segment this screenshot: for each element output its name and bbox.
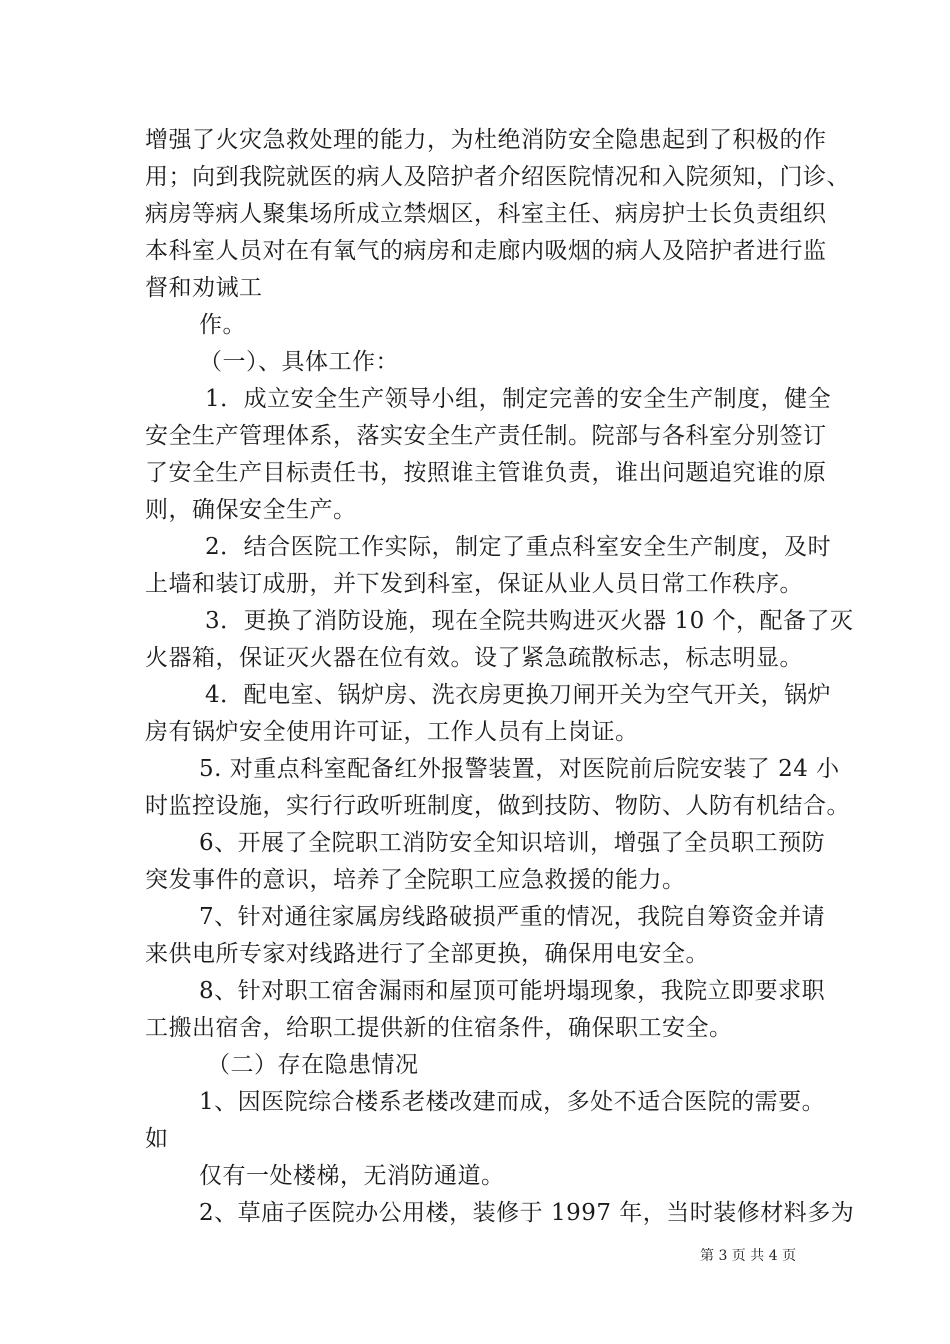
text-line: 作。 <box>199 312 246 338</box>
text-line: 增强了火灾急救处理的能力，为杜绝消防安全隐患起到了积极的作 <box>145 127 827 153</box>
text-line: 2．结合医院工作实际，制定了重点科室安全生产制度，及时 <box>205 534 832 560</box>
text-line: 安全生产管理体系，落实安全生产责任制。院部与各科室分别签订 <box>145 423 827 449</box>
text-line: 5. 对重点科室配备红外报警装置，对医院前后院安装了 24 小 <box>199 756 840 782</box>
text-line: 本科室人员对在有氧气的病房和走廊内吸烟的病人及陪护者进行监 <box>145 238 827 264</box>
text-line: 工搬出宿舍，给职工提供新的住宿条件，确保职工安全。 <box>145 1015 733 1041</box>
text-line: 火器箱，保证灭火器在位有效。设了紧急疏散标志，标志明显。 <box>145 645 803 671</box>
text-line: 2、草庙子医院办公用楼，装修于 1997 年，当时装修材料多为 <box>199 1200 855 1226</box>
text-line: 时监控设施，实行行政听班制度，做到技防、物防、人防有机结合。 <box>145 793 850 819</box>
text-line: 则，确保安全生产。 <box>145 497 357 523</box>
text-line: 房有锅炉安全使用许可证，工作人员有上岗证。 <box>145 719 639 745</box>
text-line: 病房等病人聚集场所成立禁烟区，科室主任、病房护士长负责组织 <box>145 201 827 227</box>
section-heading: （二）存在隐患情况 <box>207 1052 419 1078</box>
text-line: 1．成立安全生产领导小组，制定完善的安全生产制度，健全 <box>205 386 832 412</box>
text-line: 了安全生产目标责任书，按照谁主管谁负责，谁出问题追究谁的原 <box>145 460 827 486</box>
text-line: 3．更换了消防设施，现在全院共购进灭火器 10 个，配备了灭 <box>205 608 854 634</box>
text-line: 突发事件的意识，培养了全院职工应急救援的能力。 <box>145 867 686 893</box>
section-heading: （一）、具体工作： <box>199 349 399 375</box>
text-line: 8、针对职工宿舍漏雨和屋顶可能坍塌现象，我院立即要求职 <box>199 978 826 1004</box>
text-line: 督和劝诫工 <box>145 275 263 301</box>
text-line: 用；向到我院就医的病人及陪护者介绍医院情况和入院须知，门诊、 <box>145 164 850 190</box>
text-line: 4．配电室、锅炉房、洗衣房更换刀闸开关为空气开关，锅炉 <box>205 682 832 708</box>
text-line: 来供电所专家对线路进行了全部更换，确保用电安全。 <box>145 941 709 967</box>
text-line: 上墙和装订成册，并下发到科室，保证从业人员日常工作秩序。 <box>145 571 803 597</box>
text-line: 7、针对通往家属房线路破损严重的情况，我院自筹资金并请 <box>199 904 826 930</box>
text-line: 如 <box>145 1126 169 1152</box>
text-line: 1、因医院综合楼系老楼改建而成，多处不适合医院的需要。 <box>199 1089 826 1115</box>
text-line: 6、开展了全院职工消防安全知识培训，增强了全员职工预防 <box>199 830 826 856</box>
page-number-footer: 第 3 页 共 4 页 <box>700 1248 797 1264</box>
text-line: 仅有一处楼梯，无消防通道。 <box>199 1163 505 1189</box>
